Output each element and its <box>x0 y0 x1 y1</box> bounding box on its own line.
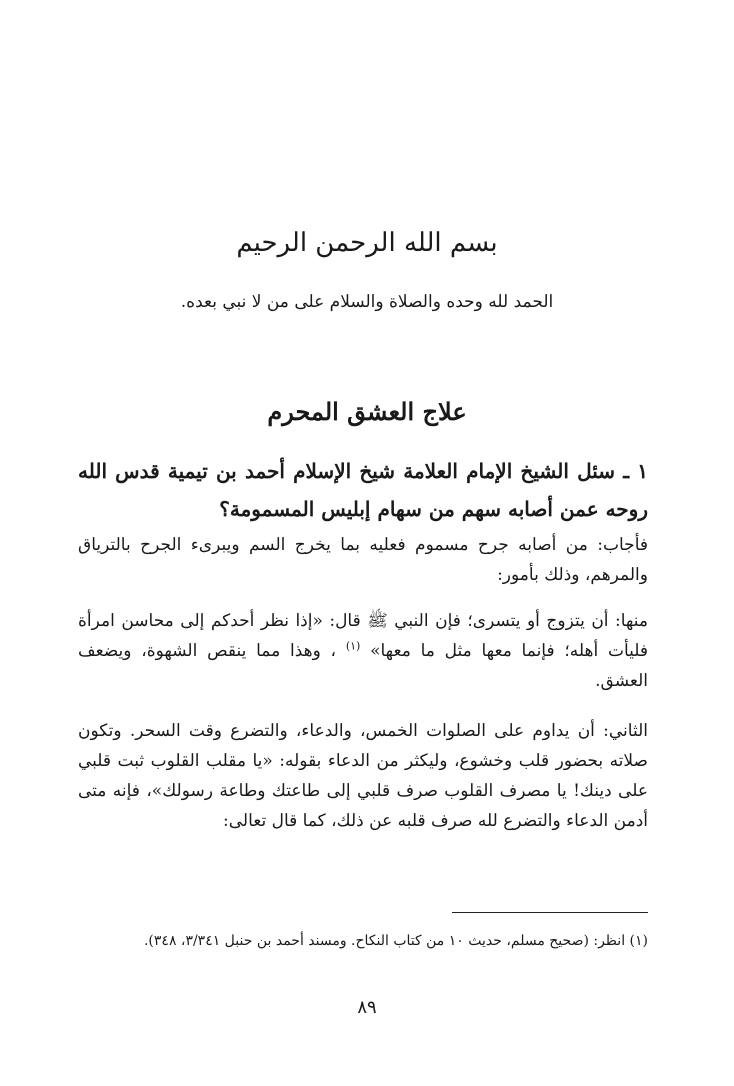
footnote: (١) انظر: (صحيح مسلم، حديث ١٠ من كتاب النكاح. ومسند أحمد بن حنبل ٣/٣٤١، ٣٤٨). <box>143 933 648 949</box>
question-heading: ١ ـ سئل الشيخ الإمام العلامة شيخ الإسلام أحمد بن تيمية قدس الله روحه عمن أصابه سهم من سهام إبليس المسمومة؟ <box>78 459 648 521</box>
answer-paragraph: فأجاب: من أصابه جرح مسموم فعليه بما يخرج السم ويبرىء الجرح بالترياق والمرهم، وذلك بأمور: <box>78 535 648 585</box>
first-remedy-text-end: ، وهذا مما ينقص الشهوة، ويضعف العشق. <box>78 641 648 691</box>
footnote-divider <box>452 912 648 913</box>
first-remedy-text: منها: أن يتزوج أو يتسرى؛ فإن النبي ﷺ قال: «إذا نظر أحدكم إلى محاسن امرأة فليأت أهله؛ فإنما معها مثل ما معها» <box>78 611 649 661</box>
chapter-title: علاج العشق المحرم <box>267 397 467 426</box>
opening-praise-line: الحمد لله وحده والصلاة والسلام على من لا نبي بعده. <box>180 292 554 312</box>
basmala-heading: بسم الله الرحمن الرحيم <box>236 228 498 258</box>
page-number: ٨٩ <box>357 997 377 1018</box>
first-remedy-paragraph <box>78 606 648 696</box>
second-remedy-paragraph: الثاني: أن يداوم على الصلوات الخمس، والدعاء، والتضرع وقت السحر. وتكون صلاته بحضور قلب وخشوع، وليكثر من الدعاء بقوله: «يا مقلب القلوب ثبت قلبي على دينك! يا مصرف القلوب صرف قلبي إلى طاعتك وطاعة رسولك»، فإنه متى أدمن الدعاء والتضرع لله صرف قلبه عن ذلك، كما قال تعالى: <box>78 721 648 831</box>
footnote-reference: (١) <box>345 639 361 653</box>
